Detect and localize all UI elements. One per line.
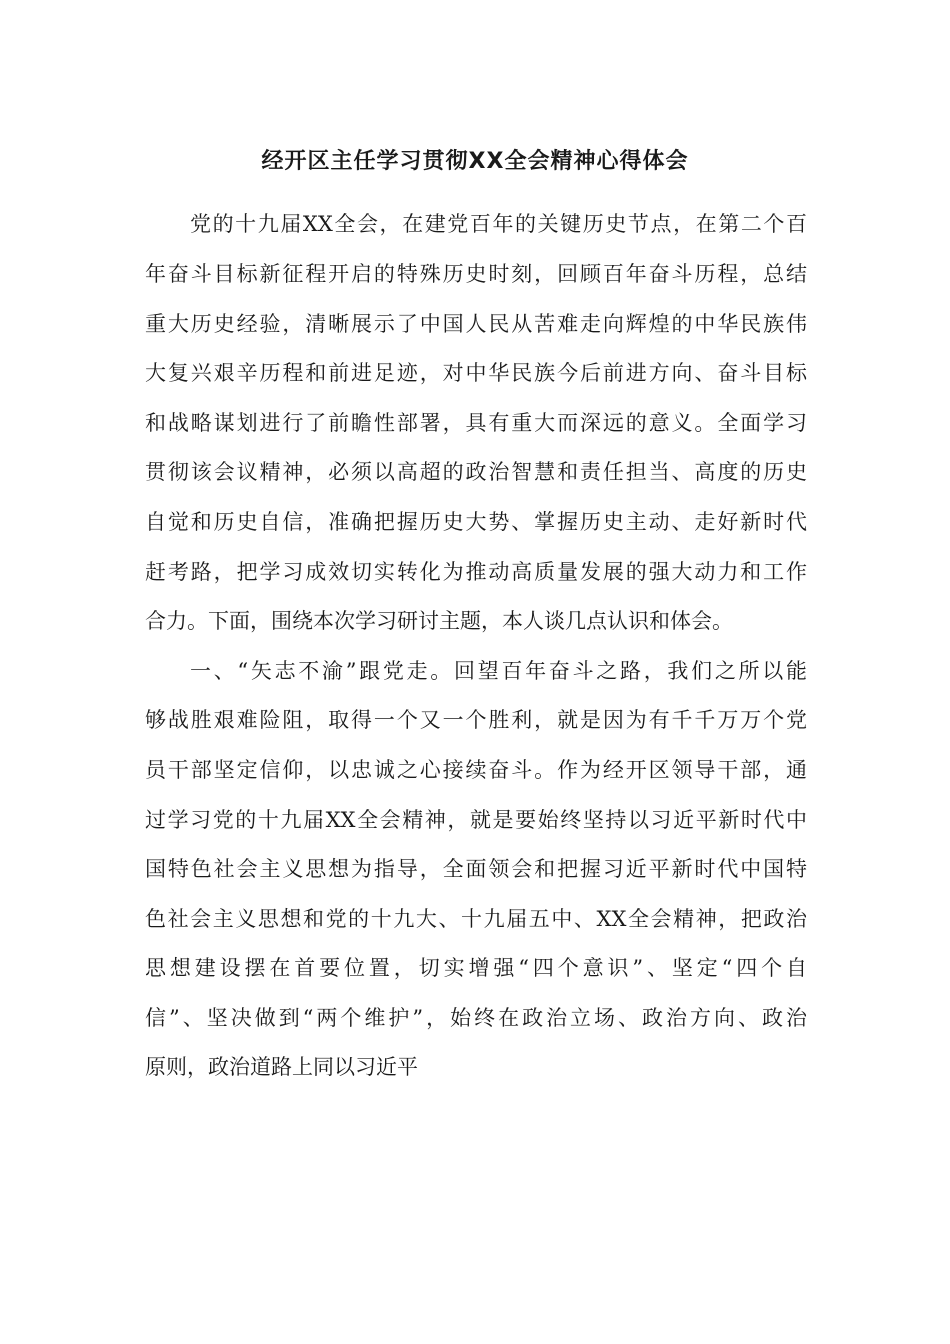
paragraph-line: 年奋斗目标新征程开启的特殊历史时刻，回顾百年奋斗历程，总结 [145, 262, 807, 286]
paragraph-line: 够战胜艰难险阻，取得一个又一个胜利，就是因为有千千万万个党 [145, 708, 807, 732]
paragraph-line: 一、“矢志不渝”跟党走。回望百年奋斗之路，我们之所以能 [190, 659, 807, 683]
paragraph-line: 员干部坚定信仰，以忠诚之心接续奋斗。作为经开区领导干部，通 [145, 758, 807, 782]
paragraph-line: 和战略谋划进行了前瞻性部署，具有重大而深远的意义。全面学习 [145, 411, 807, 435]
paragraph-line: 思想建设摆在首要位置，切实增强“四个意识”、坚定“四个自 [145, 956, 807, 980]
paragraph-line: 色社会主义思想和党的十九大、十九届五中、XX全会精神，把政治 [145, 907, 807, 931]
paragraph-line: 重大历史经验，清晰展示了中国人民从苦难走向辉煌的中华民族伟 [145, 312, 807, 336]
paragraph-line: 党的十九届XX全会，在建党百年的关键历史节点，在第二个百 [190, 212, 807, 236]
paragraph-line: 信”、坚决做到“两个维护”，始终在政治立场、政治方向、政治 [145, 1006, 807, 1030]
document-title: 经开区主任学习贯彻XX全会精神心得体会 [261, 149, 689, 174]
paragraph-line: 贯彻该会议精神，必须以高超的政治智慧和责任担当、高度的历史 [145, 460, 807, 484]
paragraph-line: 国特色社会主义思想为指导，全面领会和把握习近平新时代中国特 [145, 857, 807, 881]
paragraph-line: 合力。下面，围绕本次学习研讨主题，本人谈几点认识和体会。 [145, 609, 733, 633]
paragraph-line: 原则，政治道路上同以习近平 [145, 1055, 418, 1079]
paragraph-line: 自觉和历史自信，准确把握历史大势、掌握历史主动、走好新时代 [145, 510, 807, 534]
paragraph-line: 大复兴艰辛历程和前进足迹，对中华民族今后前进方向、奋斗目标 [145, 361, 807, 385]
paragraph-line: 赶考路，把学习成效切实转化为推动高质量发展的强大动力和工作 [145, 560, 807, 584]
paragraph-line: 过学习党的十九届XX全会精神，就是要始终坚持以习近平新时代中 [145, 808, 807, 832]
